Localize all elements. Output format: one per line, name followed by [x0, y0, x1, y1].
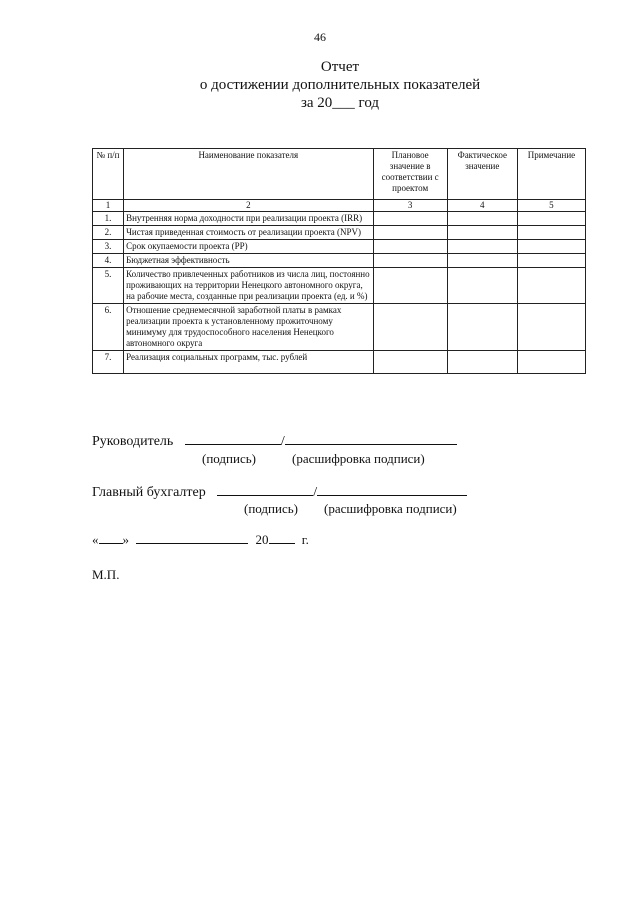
note-cell[interactable] [517, 212, 585, 226]
date-year-field[interactable] [269, 531, 295, 544]
head-sign-caption: (подпись) [202, 451, 256, 466]
actual-cell[interactable] [447, 226, 517, 240]
row-number: 3. [93, 240, 124, 254]
title-line-1: Отчет [320, 59, 360, 75]
header-number: № п/п [93, 149, 124, 200]
planned-cell[interactable] [373, 254, 447, 268]
table-row [93, 304, 586, 351]
accountant-sign-caption: (подпись) [244, 501, 298, 516]
row-number: 5. [93, 268, 124, 304]
actual-cell[interactable] [447, 212, 517, 226]
date-day-field[interactable] [99, 531, 123, 544]
column-number: 2 [124, 200, 374, 212]
column-number: 4 [447, 200, 517, 212]
header-actual: Фактическое значение [447, 149, 517, 200]
row-number: 2. [93, 226, 124, 240]
accountant-signature-block: Главный бухгалтер / [92, 483, 467, 501]
actual-cell[interactable] [447, 351, 517, 374]
actual-cell[interactable] [447, 254, 517, 268]
date-open-quote: « [92, 532, 99, 547]
actual-cell[interactable] [447, 268, 517, 304]
indicator-name: Внутренняя норма доходности при реализации проекта (IRR) [124, 212, 374, 226]
table-row [93, 226, 586, 240]
table-row [93, 240, 586, 254]
table-header-row [93, 149, 586, 200]
column-number: 1 [93, 200, 124, 212]
indicator-name: Бюджетная эффективность [124, 254, 374, 268]
accountant-decode-line[interactable] [317, 483, 467, 496]
head-signature-line[interactable] [185, 432, 281, 445]
head-decode-caption: (расшифровка подписи) [292, 451, 425, 466]
note-cell[interactable] [517, 304, 585, 351]
planned-cell[interactable] [373, 268, 447, 304]
table-row [93, 254, 586, 268]
date-suffix: г. [301, 532, 309, 547]
accountant-decode-caption: (расшифровка подписи) [324, 501, 457, 516]
planned-cell[interactable] [373, 240, 447, 254]
planned-cell[interactable] [373, 351, 447, 374]
actual-cell[interactable] [447, 240, 517, 254]
date-month-field[interactable] [136, 531, 248, 544]
column-number-row [93, 200, 586, 212]
planned-cell[interactable] [373, 226, 447, 240]
note-cell[interactable] [517, 351, 585, 374]
head-decode-line[interactable] [285, 432, 457, 445]
table-row [93, 268, 586, 304]
date-year-prefix: 20 [255, 532, 269, 547]
note-cell[interactable] [517, 226, 585, 240]
table-row [93, 351, 586, 374]
header-planned: Плановое значение в соответствии с проектом [373, 149, 447, 200]
accountant-signature-line[interactable] [217, 483, 313, 496]
indicator-name: Количество привлеченных работников из числа лиц, постоянно проживающих на территории Ненецкого автономного округа, на рабочие места, созданные при реализации проекта (ед. и %) [124, 268, 374, 304]
page-number: 46 [314, 30, 326, 44]
row-number: 4. [93, 254, 124, 268]
indicators-table [92, 148, 586, 374]
note-cell[interactable] [517, 254, 585, 268]
head-signature-block: Руководитель / [92, 432, 457, 450]
planned-cell[interactable] [373, 212, 447, 226]
column-number: 3 [373, 200, 447, 212]
note-cell[interactable] [517, 268, 585, 304]
header-name: Наименование показателя [124, 149, 374, 200]
title-line-3: за 20___ год [300, 95, 380, 111]
indicator-name: Срок окупаемости проекта (PP) [124, 240, 374, 254]
head-label: Руководитель [92, 434, 174, 449]
row-number: 6. [93, 304, 124, 351]
report-title [0, 58, 640, 112]
date-line [92, 531, 309, 548]
indicator-name: Реализация социальных программ, тыс. рублей [124, 351, 374, 374]
actual-cell[interactable] [447, 304, 517, 351]
date-close-quote: » [122, 532, 129, 547]
title-line-2: о достижении дополнительных показателей [199, 77, 481, 93]
row-number: 1. [93, 212, 124, 226]
column-number: 5 [517, 200, 585, 212]
header-note: Примечание [517, 149, 585, 200]
table-row [93, 212, 586, 226]
row-number: 7. [93, 351, 124, 374]
planned-cell[interactable] [373, 304, 447, 351]
indicator-name: Отношение среднемесячной заработной платы в рамках реализации проекта к установленному прожиточному минимуму для трудоспособного населения Ненецкого автономного округа [124, 304, 374, 351]
accountant-label: Главный бухгалтер [92, 485, 206, 500]
indicator-name: Чистая приведенная стоимость от реализации проекта (NPV) [124, 226, 374, 240]
note-cell[interactable] [517, 240, 585, 254]
stamp-place: М.П. [92, 567, 120, 582]
